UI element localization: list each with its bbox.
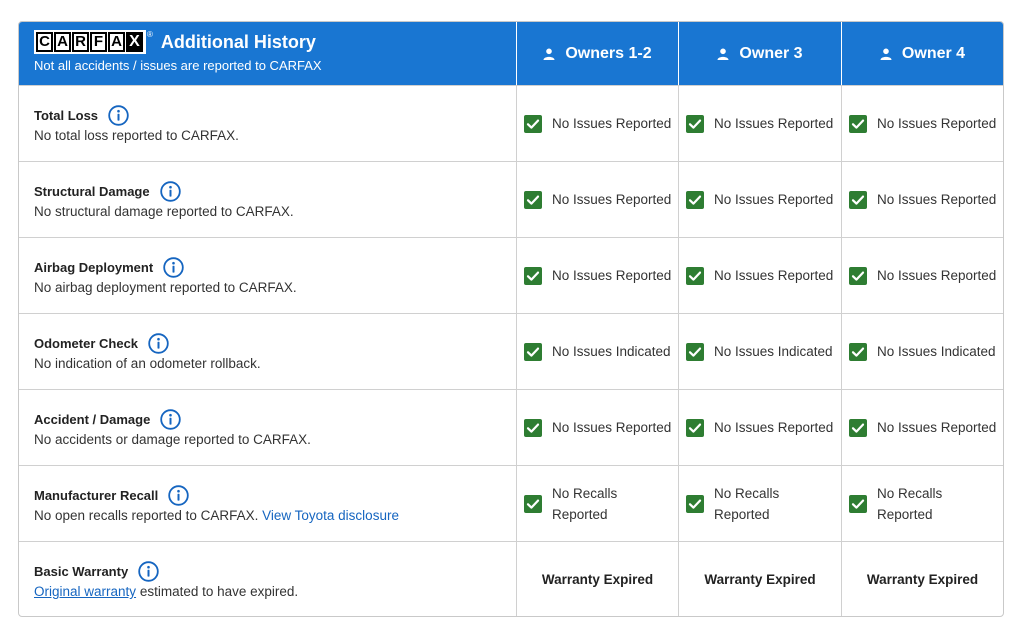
row-description [34, 280, 516, 295]
person-icon [543, 48, 555, 60]
status-cell [841, 161, 1003, 237]
status-text: No Issues Reported [714, 192, 834, 207]
status-text: No Issues Reported [714, 420, 834, 435]
status-cell [841, 237, 1003, 313]
row-title: Odometer Check [34, 335, 139, 351]
status-cell [841, 389, 1003, 465]
check-icon [524, 343, 542, 361]
warranty-status: Warranty Expired [866, 571, 979, 587]
table-header [19, 22, 516, 85]
status-text: No Issues Reported [877, 420, 997, 435]
check-icon [686, 267, 704, 285]
check-icon [686, 343, 704, 361]
status-text: No Issues Indicated [714, 344, 833, 359]
status-cell [678, 161, 841, 237]
check-icon [524, 115, 542, 133]
row-description-text: No accidents or damage reported to CARFAX. [34, 432, 311, 447]
row-description [34, 204, 516, 219]
row-title-line [34, 332, 516, 354]
status-cell [516, 161, 678, 237]
table-row [19, 541, 1003, 616]
table-body [19, 85, 1003, 616]
status-cell [841, 465, 1003, 541]
row-title: Total Loss [34, 107, 99, 123]
table-row [19, 313, 1003, 389]
row-label-cell [19, 313, 516, 389]
owner-column-header [678, 22, 841, 85]
status-cell [678, 541, 841, 616]
row-title-line [34, 104, 516, 126]
status-text: No Issues Reported [877, 268, 997, 283]
header-subtitle: Not all accidents / issues are reported to CARFAX [34, 58, 322, 73]
person-icon [717, 48, 729, 60]
row-description [34, 584, 516, 599]
status-cell [516, 541, 678, 616]
row-description [34, 508, 516, 523]
row-description-text: No indication of an odometer rollback. [34, 356, 261, 371]
info-icon[interactable] [138, 561, 159, 582]
row-description-text: No airbag deployment reported to CARFAX. [34, 280, 297, 295]
status-text: No Issues Indicated [877, 344, 996, 359]
status-text: No Issues Reported [877, 192, 997, 207]
status-text: No Issues Reported [877, 116, 997, 131]
carfax-logo [34, 30, 146, 54]
logo-letter: A [54, 32, 71, 52]
row-description [34, 356, 516, 371]
logo-trademark: ® [147, 30, 153, 39]
row-title-line [34, 256, 516, 278]
check-icon [849, 191, 867, 209]
status-cell [841, 85, 1003, 161]
row-label-cell [19, 541, 516, 616]
table-row [19, 389, 1003, 465]
logo-letter: F [90, 32, 107, 52]
warranty-status: Warranty Expired [541, 571, 654, 587]
status-text: No Recalls Reported [877, 485, 943, 522]
check-icon [849, 267, 867, 285]
logo-letter: C [36, 32, 53, 52]
status-cell [678, 389, 841, 465]
row-description-text: No open recalls reported to CARFAX. [34, 508, 259, 523]
check-icon [524, 191, 542, 209]
warranty-status: Warranty Expired [704, 571, 816, 587]
status-cell [678, 465, 841, 541]
info-icon[interactable] [163, 257, 184, 278]
additional-history-table [18, 21, 1004, 617]
status-cell [516, 237, 678, 313]
row-title: Manufacturer Recall [34, 487, 159, 503]
table-row [19, 465, 1003, 541]
person-icon [880, 48, 892, 60]
logo-letter: X [126, 32, 143, 52]
header-title: Additional History [160, 31, 316, 52]
status-cell [516, 465, 678, 541]
status-text: No Issues Reported [552, 116, 672, 131]
status-text: No Issues Reported [714, 116, 834, 131]
row-label-cell [19, 237, 516, 313]
row-title-line [34, 408, 516, 430]
row-description-text: estimated to have expired. [139, 584, 299, 599]
status-text: No Issues Indicated [552, 344, 671, 359]
row-title-line [34, 560, 516, 582]
row-description-text: No structural damage reported to CARFAX. [34, 204, 294, 219]
row-title-line [34, 484, 516, 506]
check-icon [524, 419, 542, 437]
status-cell [678, 85, 841, 161]
status-cell [516, 85, 678, 161]
row-label-cell [19, 465, 516, 541]
info-icon[interactable] [160, 409, 181, 430]
status-cell [841, 541, 1003, 616]
toyota-disclosure-link[interactable]: View Toyota disclosure [262, 508, 399, 523]
check-icon [686, 419, 704, 437]
row-description-text: No total loss reported to CARFAX. [34, 128, 239, 143]
row-title: Accident / Damage [34, 411, 151, 427]
check-icon [524, 267, 542, 285]
info-icon[interactable] [108, 105, 129, 126]
status-text: No Issues Reported [552, 192, 672, 207]
row-description [34, 128, 516, 143]
status-cell [516, 389, 678, 465]
original-warranty-link[interactable]: Original warranty [34, 584, 137, 599]
status-cell [678, 313, 841, 389]
row-description [34, 432, 516, 447]
check-icon [849, 419, 867, 437]
status-text: No Recalls Reported [714, 485, 780, 522]
logo-letter: A [108, 32, 125, 52]
row-title: Basic Warranty [34, 563, 129, 579]
status-text: No Recalls Reported [552, 485, 618, 522]
check-icon [686, 115, 704, 133]
status-text: No Issues Reported [552, 268, 672, 283]
status-text: No Issues Reported [552, 420, 672, 435]
table-row [19, 85, 1003, 161]
table-row [19, 161, 1003, 237]
info-icon[interactable] [160, 181, 181, 202]
status-cell [678, 237, 841, 313]
row-title-line [34, 180, 516, 202]
check-icon [524, 495, 542, 513]
info-icon[interactable] [148, 333, 169, 354]
status-text: No Issues Reported [714, 268, 834, 283]
check-icon [849, 343, 867, 361]
row-title: Structural Damage [34, 183, 150, 199]
owner-label: Owners 1-2 [565, 44, 652, 62]
owner-label: Owner 3 [739, 44, 803, 62]
check-icon [849, 115, 867, 133]
owner-column-header [516, 22, 678, 85]
status-cell [841, 313, 1003, 389]
row-label-cell [19, 161, 516, 237]
check-icon [686, 191, 704, 209]
row-label-cell [19, 389, 516, 465]
row-label-cell [19, 85, 516, 161]
check-icon [849, 495, 867, 513]
status-cell [516, 313, 678, 389]
check-icon [686, 495, 704, 513]
owner-column-header [841, 22, 1003, 85]
table-row [19, 237, 1003, 313]
logo-letter: R [72, 32, 89, 52]
owner-label: Owner 4 [901, 44, 966, 62]
info-icon[interactable] [168, 485, 189, 506]
row-title: Airbag Deployment [34, 259, 154, 275]
